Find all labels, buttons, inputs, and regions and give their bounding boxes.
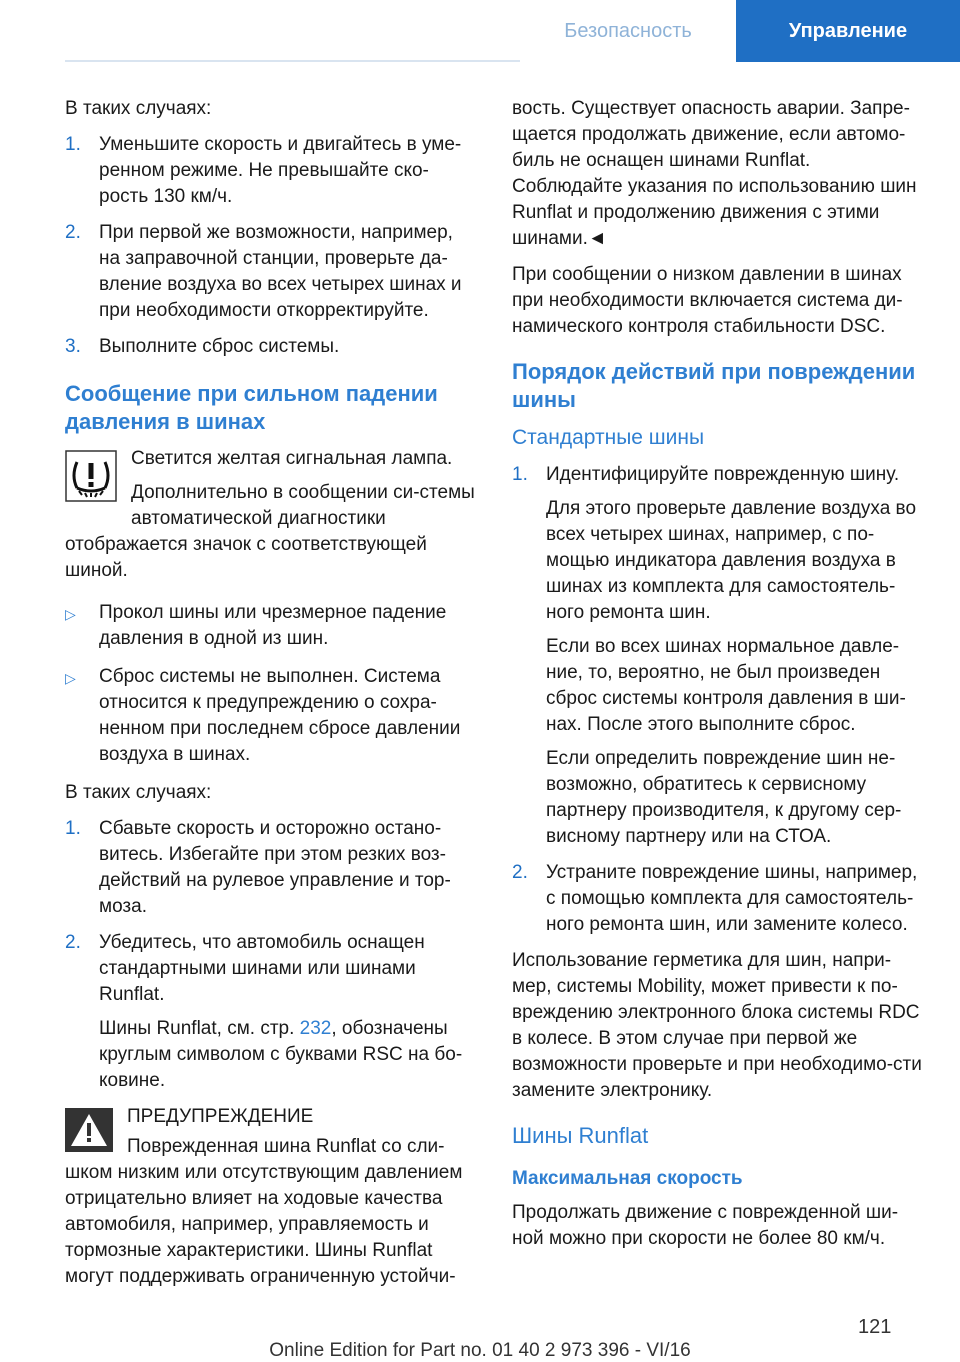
tire-pressure-warning-icon (65, 450, 117, 502)
list-number: 1. (65, 818, 81, 839)
left-column (65, 96, 477, 1298)
list-number: 3. (65, 336, 81, 357)
subsection-heading: Стандартные шины (512, 426, 705, 449)
list-item-text: Если во всех шинах нормальное давле-ние, то, вероятно, не был произведен сброс системы контроля давления в ши-нах. После этого выполните сброс. (546, 636, 906, 735)
warning-block (65, 1104, 477, 1290)
tab-controls[interactable]: Управление (736, 0, 960, 62)
list-number: 1. (512, 464, 528, 485)
list-item (65, 334, 477, 360)
list-item-text: Сброс системы не выполнен. Система относится к предупреждению о сохра-ненном при последнем сбросе давлении воздуха в шинах. (99, 666, 461, 765)
list-number: 2. (65, 932, 81, 953)
list-item-text: Убедитесь, что автомобиль оснащен стандартными шинами или шинами Runflat. (99, 932, 425, 1005)
list-item-text: Для этого проверьте давление воздуха во всех четырех шинах, например, с по-мощью индикатора давления воздуха в шинах из комплекта для самостоятель-ного ремонта шин. (546, 498, 917, 623)
list-item-body (99, 930, 477, 1094)
warning-text: Поврежденная шина Runflat со сли-шком низким или отсутствующим давлением отрицательно влияет на ходовые качества автомобиля, например, управляемость и тормозные характеристики. Шины Runflat могут поддерживать ограниченную устойчи- (65, 1136, 463, 1287)
list-item (65, 664, 477, 768)
list-item-text: Прокол шины или чрезмерное падение давления в одной из шин. (99, 602, 447, 649)
steps-list-1 (65, 132, 477, 360)
paragraph: Продолжать движение с поврежденной ши-ной можно при скорости не более 80 км/ч. (512, 1202, 899, 1249)
list-item (65, 930, 477, 1094)
header-rule (65, 60, 520, 62)
ref-text: Шины Runflat, см. стр. (99, 1018, 300, 1039)
list-item (65, 132, 477, 210)
list-item (512, 860, 928, 938)
list-item-text (99, 1016, 477, 1094)
causes-list (65, 600, 477, 768)
paragraph: Соблюдайте указания по использованию шин Runflat и продолжению движения с этими шинами.◄ (512, 176, 917, 249)
footer-edition: Online Edition for Part no. 01 40 2 973 396 - VI/16 (269, 1340, 691, 1361)
section-heading: Порядок действий при повреждении шины (512, 359, 916, 412)
right-column (512, 96, 928, 1262)
sub-subsection-heading: Максимальная скорость (512, 1168, 743, 1189)
list-item-text: Сбавьте скорость и осторожно остано-витесь. Избегайте при этом резких воз-действий на рулевое управление и тор-моза. (99, 818, 451, 917)
warning-lamp-block (65, 446, 477, 592)
list-item (65, 816, 477, 920)
list-item-text: Выполните сброс системы. (99, 336, 340, 357)
warning-title: ПРЕДУПРЕЖДЕНИЕ (127, 1106, 314, 1127)
damage-steps-list (512, 462, 928, 938)
intro-text-2: В таких случаях: (65, 782, 212, 803)
list-item-text: Если определить повреждение шин не-возможно, обратитесь к сервисному партнеру производителя, к другому сер-висному партнеру или на СТОА. (546, 748, 902, 847)
subsection-heading: Шины Runflat (512, 1123, 649, 1148)
paragraph: При сообщении о низком давлении в шинах при необходимости включается система ди-намического контроля стабильности DSC. (512, 264, 903, 337)
section-heading: Сообщение при сильном падении давления в шинах (65, 381, 438, 434)
page-link[interactable]: 232 (299, 1018, 332, 1039)
tab-safety[interactable]: Безопасность (520, 0, 736, 62)
list-number: 1. (65, 134, 81, 155)
triangle-bullet-icon: ▷ (65, 670, 76, 686)
list-item-text: Устраните повреждение шины, например, с помощью комплекта для самостоятель-ного ремонта шин, или замените колесо. (546, 862, 918, 935)
list-item-text: При первой же возможности, например, на заправочной станции, проверьте да-вление воздуха во всех четырех шинах и при необходимости откорректируйте. (99, 222, 462, 321)
list-number: 2. (512, 862, 528, 883)
lamp-text-1: Светится желтая сигнальная лампа. (131, 448, 453, 469)
triangle-bullet-icon: ▷ (65, 606, 76, 622)
list-item-body (546, 462, 928, 850)
warning-triangle-icon (65, 1108, 113, 1152)
paragraph: Использование герметика для шин, напри-мер, системы Mobility, может привести к по-вреждению электронного блока системы RDC в колесе. В этом случае при первой же возможности проверьте и при необходимо-сти замените электронику. (512, 950, 922, 1101)
list-item (65, 600, 477, 652)
paragraph: вость. Существует опасность аварии. Запре-щается продолжать движение, если автомо-биль не оснащен шинами Runflat. (512, 98, 910, 171)
steps-list-2 (65, 816, 477, 1094)
list-number: 2. (65, 222, 81, 243)
list-item (65, 220, 477, 324)
list-item (512, 462, 928, 850)
page-header (0, 0, 960, 62)
list-item-text: Уменьшите скорость и двигайтесь в уме-ренном режиме. Не превышайте ско-рость 130 км/ч. (99, 134, 462, 207)
ref-text: , обозначены круглым символом с буквами RSC на бо-ковине. (99, 1018, 463, 1091)
page-number: 121 (858, 1316, 892, 1338)
lamp-text-2: Дополнительно в сообщении си-стемы автоматической диагностики отображается значок с соответствующей шиной. (65, 482, 475, 581)
list-item-text: Идентифицируйте поврежденную шину. (546, 464, 900, 485)
intro-text: В таких случаях: (65, 98, 212, 119)
